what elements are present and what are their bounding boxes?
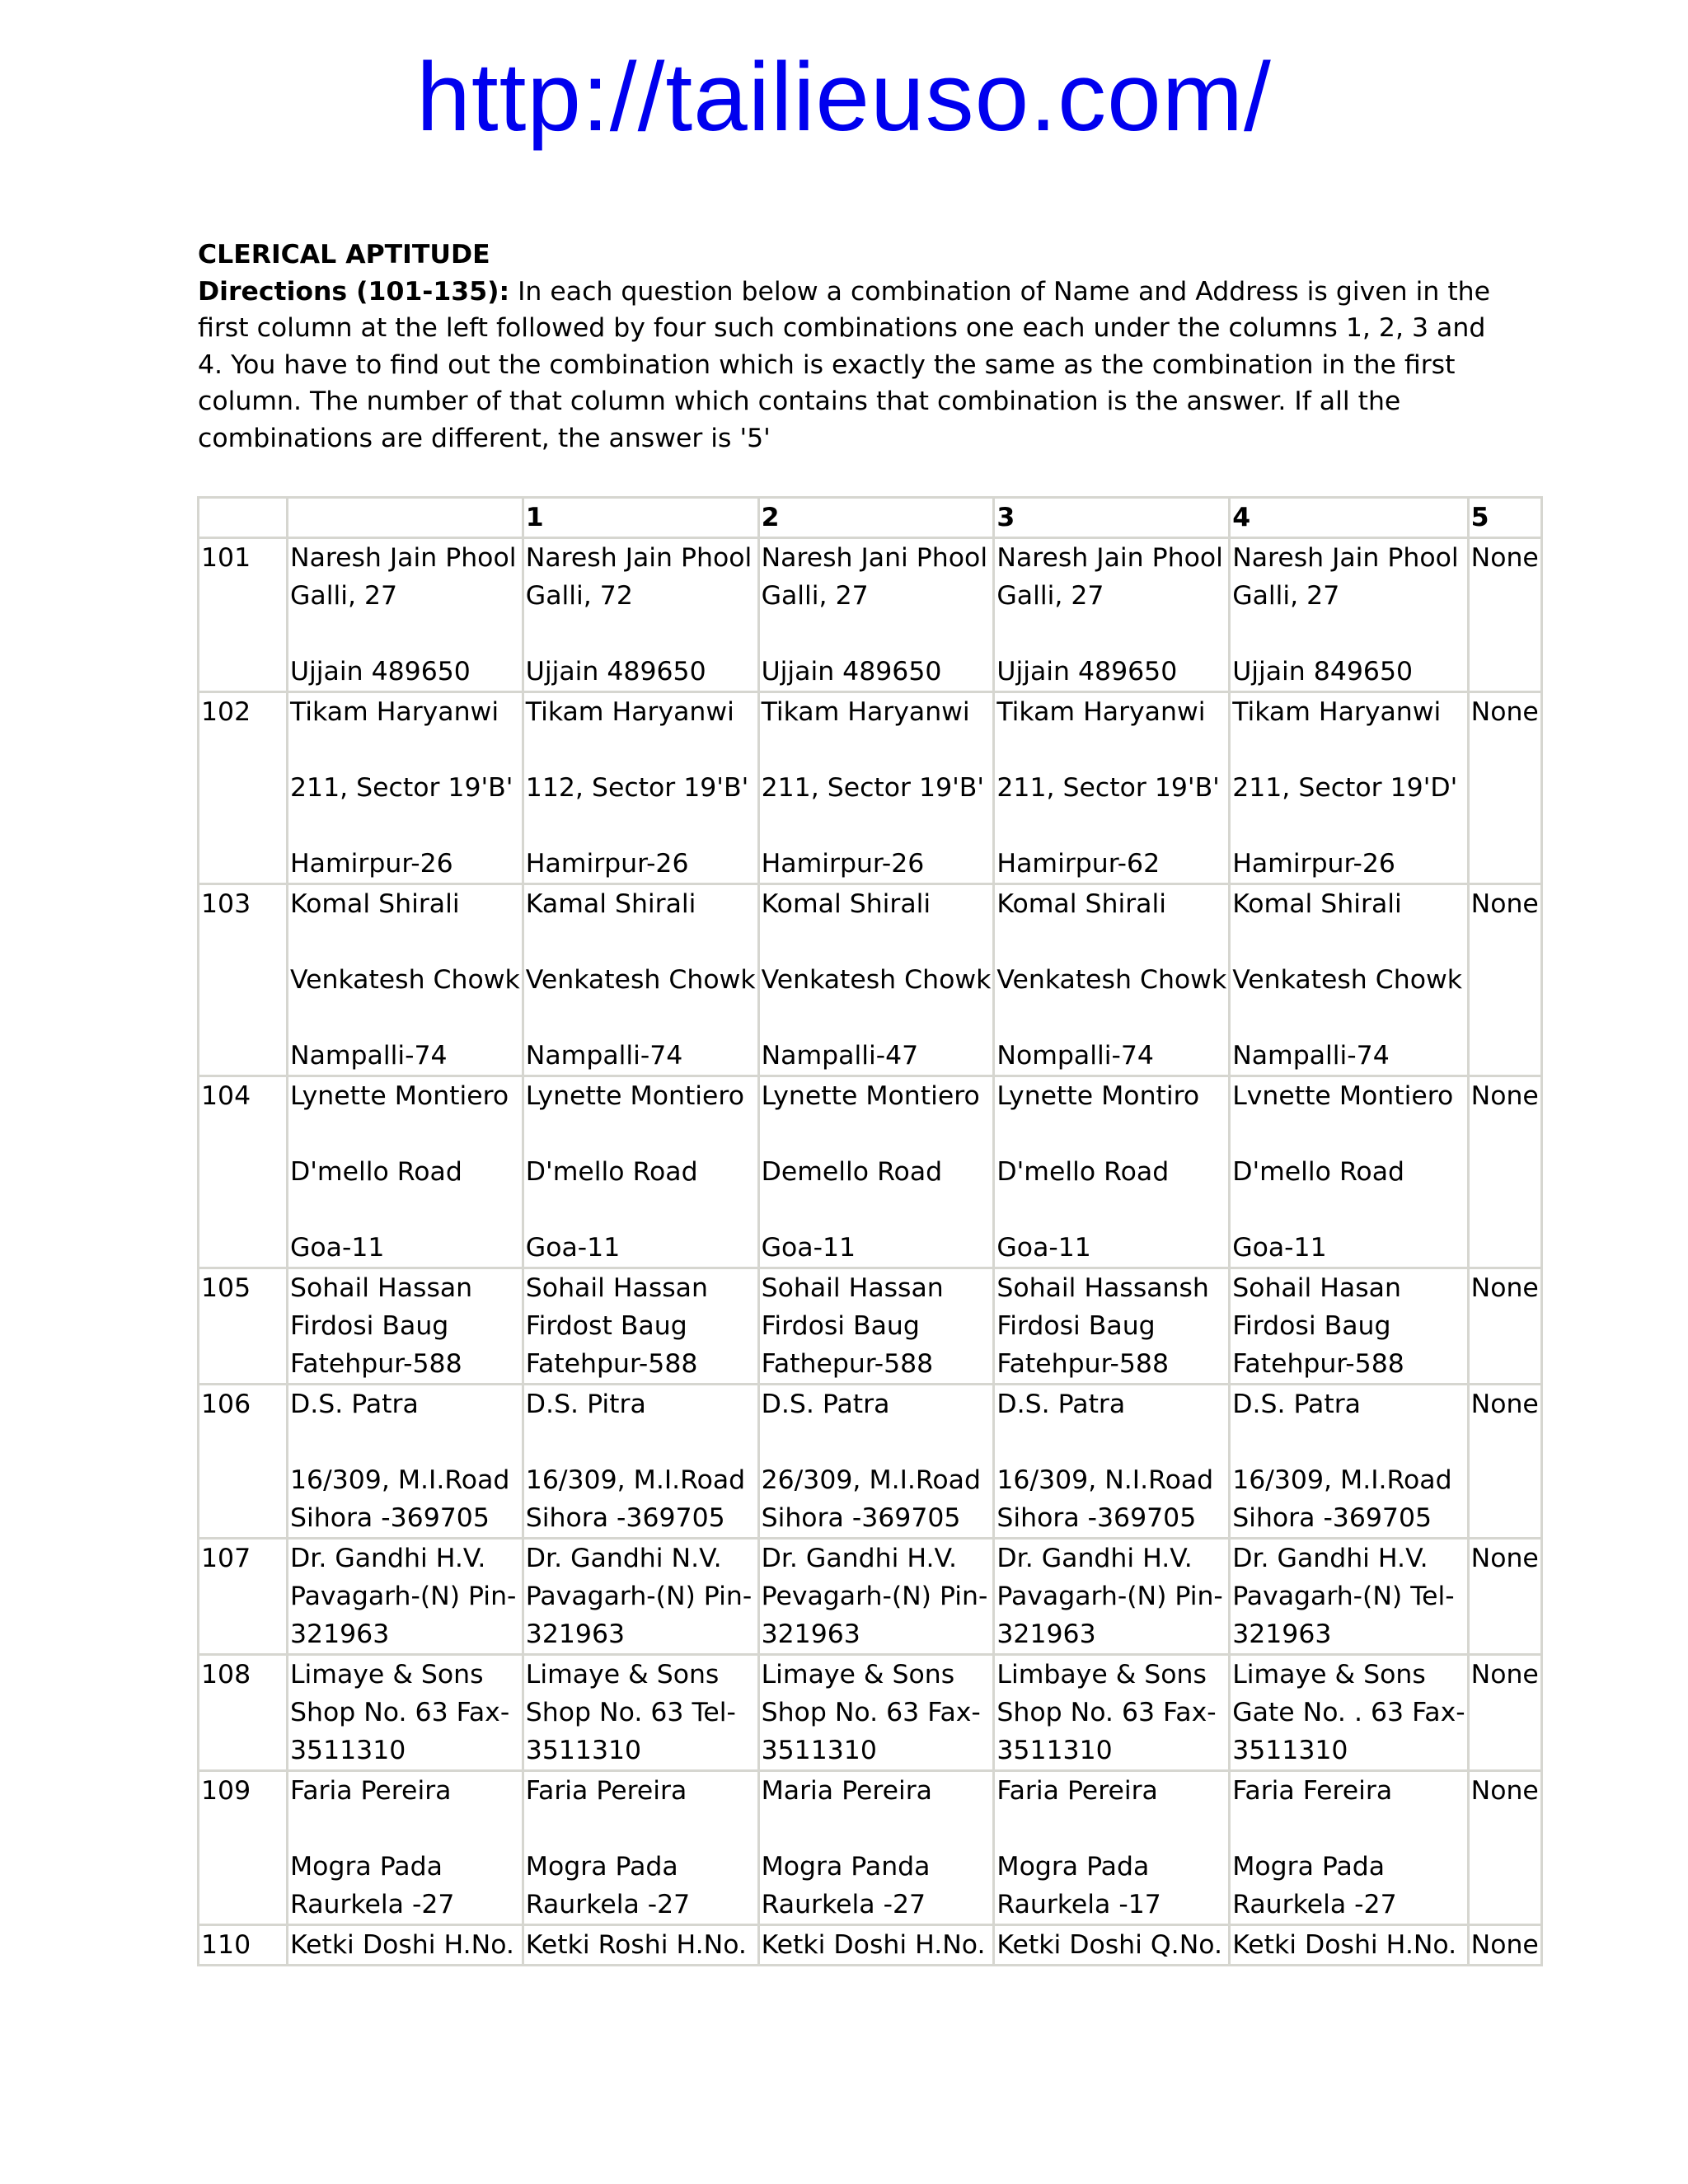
address-line: Naresh Jani Phool	[761, 543, 988, 573]
address-line: Pavagarh-(N) Pin-	[525, 1582, 753, 1611]
address-line: Limaye & Sons	[761, 1660, 955, 1690]
address-line: Sihora -369705	[761, 1503, 961, 1533]
address-line	[1232, 1115, 1465, 1153]
address-line	[996, 1423, 1226, 1461]
table-row	[199, 1076, 1542, 1268]
address-line	[290, 1423, 520, 1461]
address-line: 211, Sector 19'B'	[290, 773, 513, 803]
address-line: Mogra Pada	[996, 1852, 1150, 1882]
address-line: Dr. Gandhi H.V.	[761, 1544, 957, 1573]
address-line: Hamirpur-26	[290, 849, 453, 879]
address-line	[1232, 923, 1465, 961]
address-line: Nampalli-74	[1232, 1041, 1390, 1071]
option-5-cell: None	[1468, 1385, 1541, 1539]
address-line: Lynette Montiro	[996, 1081, 1200, 1111]
address-line	[996, 1810, 1226, 1848]
question-number: 107	[199, 1539, 288, 1655]
given-combination-cell	[288, 1268, 523, 1385]
address-line: Komal Shirali	[761, 889, 931, 919]
questions-table	[197, 496, 1543, 1966]
address-line	[290, 1810, 520, 1848]
address-line: 321963	[1232, 1619, 1332, 1649]
address-line: Galli, 27	[290, 581, 398, 611]
address-line: Limaye & Sons	[525, 1660, 720, 1690]
address-line	[290, 807, 520, 845]
address-line: Komal Shirali	[996, 889, 1166, 919]
address-line: Maria Pereira	[761, 1776, 932, 1806]
address-line: D'mello Road	[1232, 1157, 1404, 1187]
option-2-cell	[758, 1925, 994, 1966]
address-line: Sihora -369705	[290, 1503, 490, 1533]
address-line	[1232, 615, 1465, 653]
header-cell-option-5: 5	[1468, 498, 1541, 538]
questions-table-body	[199, 498, 1542, 1966]
address-line: D.S. Patra	[761, 1390, 890, 1419]
question-number: 110	[199, 1925, 288, 1966]
option-3-cell	[994, 1771, 1230, 1925]
address-line: Fatehpur-588	[996, 1349, 1170, 1379]
option-1-cell	[523, 1539, 758, 1655]
address-line	[526, 807, 756, 845]
option-1-cell	[523, 1076, 758, 1268]
option-3-cell	[994, 1655, 1230, 1771]
address-line: 112, Sector 19'B'	[525, 773, 749, 803]
address-line	[996, 731, 1226, 769]
given-combination-cell	[288, 1076, 523, 1268]
header-cell-option-1: 1	[523, 498, 758, 538]
address-line: Ujjain 849650	[1232, 657, 1414, 687]
address-line: Ujjain 489650	[761, 657, 942, 687]
address-line	[762, 731, 992, 769]
address-line: Shop No. 63 Fax-	[996, 1698, 1217, 1727]
address-line: Lvnette Montiero	[1232, 1081, 1454, 1111]
address-line: Tikam Haryanwi	[1232, 697, 1442, 727]
address-line: Nompalli-74	[996, 1041, 1154, 1071]
option-3-cell	[994, 538, 1230, 692]
address-line	[996, 807, 1226, 845]
address-line: 211, Sector 19'B'	[761, 773, 985, 803]
address-line	[996, 923, 1226, 961]
address-line: Pevagarh-(N) Pin-	[761, 1582, 988, 1611]
address-line: Pavagarh-(N) Pin-	[996, 1582, 1223, 1611]
option-1-cell	[523, 884, 758, 1076]
address-line: 16/309, M.I.Road	[525, 1465, 746, 1495]
address-line: Fatehpur-588	[525, 1349, 698, 1379]
address-line: Venkatesh Chowk	[1232, 965, 1462, 995]
address-line: Raurkela -27	[761, 1890, 926, 1919]
address-line: Galli, 27	[996, 581, 1104, 611]
address-line	[526, 1115, 756, 1153]
header-cell-option-2: 2	[758, 498, 994, 538]
address-line: Venkatesh Chowk	[290, 965, 520, 995]
address-line: Goa-11	[996, 1233, 1091, 1263]
option-5-cell: None	[1468, 1655, 1541, 1771]
option-5-cell: None	[1468, 1925, 1541, 1966]
address-line: Galli, 27	[761, 581, 869, 611]
address-line: Lynette Montiero	[290, 1081, 509, 1111]
question-number: 106	[199, 1385, 288, 1539]
address-line	[290, 615, 520, 653]
address-line: Tikam Haryanwi	[761, 697, 970, 727]
address-line: Mogra Panda	[761, 1852, 931, 1882]
option-2-cell	[758, 1539, 994, 1655]
address-line: D.S. Patra	[290, 1390, 419, 1419]
address-line: Dr. Gandhi H.V.	[996, 1544, 1193, 1573]
address-line	[290, 731, 520, 769]
address-line: Ketki Roshi H.No.	[525, 1930, 747, 1960]
address-line: D'mello Road	[290, 1157, 462, 1187]
address-line: Ketki Doshi H.No.	[761, 1930, 986, 1960]
address-line: Dr. Gandhi N.V.	[525, 1544, 722, 1573]
option-4-cell	[1230, 1771, 1468, 1925]
address-line: Tikam Haryanwi	[525, 697, 734, 727]
address-line: D'mello Road	[525, 1157, 698, 1187]
option-2-cell	[758, 538, 994, 692]
address-line	[526, 999, 756, 1037]
header-cell-option-4: 4	[1230, 498, 1468, 538]
table-row	[199, 1539, 1542, 1655]
address-line: Goa-11	[761, 1233, 856, 1263]
option-2-cell	[758, 1385, 994, 1539]
given-combination-cell	[288, 884, 523, 1076]
table-row	[199, 884, 1542, 1076]
address-line: Sohail Hassansh	[996, 1273, 1209, 1303]
option-4-cell	[1230, 884, 1468, 1076]
address-line: Ketki Doshi Q.No.	[996, 1930, 1222, 1960]
address-line: Sohail Hassan	[761, 1273, 944, 1303]
option-1-cell	[523, 1925, 758, 1966]
option-4-cell	[1230, 1385, 1468, 1539]
address-line: Limbaye & Sons	[996, 1660, 1207, 1690]
address-line: Tikam Haryanwi	[996, 697, 1206, 727]
given-combination-cell	[288, 1655, 523, 1771]
address-line: Naresh Jain Phool	[996, 543, 1223, 573]
option-4-cell	[1230, 1539, 1468, 1655]
address-line: Ujjain 489650	[525, 657, 706, 687]
address-line	[1232, 1191, 1465, 1229]
address-line	[762, 923, 992, 961]
address-line: Firdosi Baug	[1232, 1311, 1391, 1341]
address-line: 16/309, M.I.Road	[290, 1465, 510, 1495]
address-line: 321963	[290, 1619, 390, 1649]
address-line: Ujjain 489650	[290, 657, 471, 687]
table-row	[199, 1925, 1542, 1966]
address-line: Pavagarh-(N) Tel-	[1232, 1582, 1455, 1611]
address-line	[526, 1423, 756, 1461]
address-line: Mogra Pada	[525, 1852, 678, 1882]
address-line: Nampalli-74	[525, 1041, 683, 1071]
address-line	[996, 999, 1226, 1037]
address-line	[1232, 731, 1465, 769]
address-line: Sohail Hassan	[290, 1273, 473, 1303]
address-line: Nampalli-47	[761, 1041, 919, 1071]
table-row	[199, 1771, 1542, 1925]
address-line: Venkatesh Chowk	[761, 965, 992, 995]
address-line	[1232, 999, 1465, 1037]
address-line: Sihora -369705	[525, 1503, 725, 1533]
address-line	[762, 1423, 992, 1461]
address-line: Limaye & Sons	[290, 1660, 484, 1690]
question-number: 104	[199, 1076, 288, 1268]
address-line: Fathepur-588	[761, 1349, 934, 1379]
question-number: 108	[199, 1655, 288, 1771]
address-line: Raurkela -27	[525, 1890, 691, 1919]
address-line: Sihora -369705	[996, 1503, 1197, 1533]
header-cell	[288, 498, 523, 538]
address-line	[762, 807, 992, 845]
option-3-cell	[994, 1925, 1230, 1966]
option-3-cell	[994, 1385, 1230, 1539]
option-3-cell	[994, 1539, 1230, 1655]
option-4-cell	[1230, 1655, 1468, 1771]
address-line	[526, 1810, 756, 1848]
address-line: Fatehpur-588	[1232, 1349, 1404, 1379]
option-1-cell	[523, 1655, 758, 1771]
header-cell-option-3: 3	[994, 498, 1230, 538]
address-line: Raurkela -17	[996, 1890, 1161, 1919]
option-1-cell	[523, 538, 758, 692]
address-line: Pavagarh-(N) Pin-	[290, 1582, 517, 1611]
address-line	[762, 999, 992, 1037]
address-line: 3511310	[996, 1736, 1113, 1765]
directions-block	[198, 237, 1500, 457]
address-line: Dr. Gandhi H.V.	[1232, 1544, 1428, 1573]
address-line: Hamirpur-26	[1232, 849, 1395, 879]
address-line: Naresh Jain Phool	[1232, 543, 1459, 573]
question-number: 105	[199, 1268, 288, 1385]
address-line: Shop No. 63 Fax-	[290, 1698, 510, 1727]
address-line: 3511310	[1232, 1736, 1348, 1765]
address-line: 3511310	[761, 1736, 877, 1765]
directions-label: Directions (101-135):	[198, 276, 510, 307]
question-number: 103	[199, 884, 288, 1076]
question-number: 109	[199, 1771, 288, 1925]
address-line	[762, 615, 992, 653]
address-line	[290, 1115, 520, 1153]
address-line: Lynette Montiero	[525, 1081, 744, 1111]
option-5-cell: None	[1468, 692, 1541, 884]
option-2-cell	[758, 1076, 994, 1268]
address-line: Sohail Hasan	[1232, 1273, 1401, 1303]
address-line: D'mello Road	[996, 1157, 1170, 1187]
address-line: Ketki Doshi H.No.	[290, 1930, 514, 1960]
header-cell	[199, 498, 288, 538]
option-3-cell	[994, 692, 1230, 884]
option-1-cell	[523, 692, 758, 884]
option-2-cell	[758, 1268, 994, 1385]
address-line	[290, 923, 520, 961]
address-line: 321963	[525, 1619, 626, 1649]
address-line: Firdosi Baug	[996, 1311, 1156, 1341]
address-line: Komal Shirali	[1232, 889, 1402, 919]
address-line: 26/309, M.I.Road	[761, 1465, 981, 1495]
directions-text: In each question below a combination of Name and Address is given in the first column at the left followed by four such combinations one each under the columns 1, 2, 3 and 4. You have to find out the combination which is exactly the same as the combination in the first column. The number of that column which contains that combination is the answer. If all the combinations are different, the answer is '5'	[198, 276, 1491, 453]
option-4-cell	[1230, 1268, 1468, 1385]
address-line: 321963	[996, 1619, 1096, 1649]
option-4-cell	[1230, 1076, 1468, 1268]
address-line: Firdosi Baug	[290, 1311, 449, 1341]
option-4-cell	[1230, 538, 1468, 692]
address-line: 211, Sector 19'D'	[1232, 773, 1458, 803]
address-line: Hamirpur-26	[525, 849, 689, 879]
option-2-cell	[758, 1655, 994, 1771]
address-line: 16/309, M.I.Road	[1232, 1465, 1452, 1495]
given-combination-cell	[288, 692, 523, 884]
address-line: Ketki Doshi H.No.	[1232, 1930, 1457, 1960]
address-line: 16/309, N.I.Road	[996, 1465, 1214, 1495]
question-number: 101	[199, 538, 288, 692]
address-line: D.S. Patra	[996, 1390, 1126, 1419]
address-line: Komal Shirali	[290, 889, 460, 919]
table-row	[199, 1655, 1542, 1771]
option-1-cell	[523, 1268, 758, 1385]
table-header-row	[199, 498, 1542, 538]
table-row	[199, 692, 1542, 884]
given-combination-cell	[288, 1539, 523, 1655]
address-line: D.S. Pitra	[525, 1390, 646, 1419]
address-line: Sihora -369705	[1232, 1503, 1432, 1533]
option-1-cell	[523, 1771, 758, 1925]
address-line: Faria Pereira	[525, 1776, 687, 1806]
address-line: Goa-11	[525, 1233, 621, 1263]
address-line: Tikam Haryanwi	[290, 697, 499, 727]
address-line: Galli, 27	[1232, 581, 1340, 611]
option-3-cell	[994, 1076, 1230, 1268]
address-line: 3511310	[290, 1736, 406, 1765]
option-5-cell: None	[1468, 1771, 1541, 1925]
option-5-cell: None	[1468, 1268, 1541, 1385]
address-line: Mogra Pada	[290, 1852, 443, 1882]
site-url-header: http://tailieuso.com/	[416, 43, 1272, 152]
address-line: Faria Pereira	[290, 1776, 452, 1806]
address-line: Kamal Shirali	[525, 889, 696, 919]
address-line: Faria Fereira	[1232, 1776, 1393, 1806]
address-line: Nampalli-74	[290, 1041, 448, 1071]
option-5-cell: None	[1468, 1539, 1541, 1655]
table-row	[199, 1385, 1542, 1539]
address-line: 3511310	[525, 1736, 642, 1765]
option-2-cell	[758, 692, 994, 884]
address-line: Mogra Pada	[1232, 1852, 1386, 1882]
address-line	[762, 1115, 992, 1153]
address-line: 321963	[761, 1619, 860, 1649]
address-line	[526, 923, 756, 961]
address-line	[526, 615, 756, 653]
given-combination-cell	[288, 538, 523, 692]
address-line: Hamirpur-62	[996, 849, 1160, 879]
address-line	[996, 615, 1226, 653]
address-line: Naresh Jain Phool	[525, 543, 753, 573]
option-3-cell	[994, 884, 1230, 1076]
address-line	[1232, 807, 1465, 845]
address-line: Raurkela -27	[1232, 1890, 1397, 1919]
given-combination-cell	[288, 1385, 523, 1539]
option-5-cell: None	[1468, 1076, 1541, 1268]
address-line: Galli, 72	[525, 581, 633, 611]
address-line	[762, 1810, 992, 1848]
address-line: Limaye & Sons	[1232, 1660, 1426, 1690]
address-line	[996, 1115, 1226, 1153]
option-5-cell: None	[1468, 538, 1541, 692]
address-line	[996, 1191, 1226, 1229]
option-5-cell: None	[1468, 884, 1541, 1076]
address-line: Venkatesh Chowk	[525, 965, 756, 995]
address-line: Ujjain 489650	[996, 657, 1178, 687]
option-2-cell	[758, 884, 994, 1076]
address-line: Shop No. 63 Tel-	[525, 1698, 736, 1727]
address-line: Goa-11	[1232, 1233, 1327, 1263]
address-line: D.S. Patra	[1232, 1390, 1361, 1419]
address-line: Faria Pereira	[996, 1776, 1158, 1806]
question-number: 102	[199, 692, 288, 884]
address-line	[1232, 1810, 1465, 1848]
address-line: 211, Sector 19'B'	[996, 773, 1220, 803]
option-1-cell	[523, 1385, 758, 1539]
address-line: Sohail Hassan	[525, 1273, 708, 1303]
address-line	[1232, 1423, 1465, 1461]
address-line: Gate No. . 63 Fax-	[1232, 1698, 1465, 1727]
table-row	[199, 538, 1542, 692]
address-line: Firdost Baug	[525, 1311, 687, 1341]
address-line: Hamirpur-26	[761, 849, 925, 879]
given-combination-cell	[288, 1771, 523, 1925]
address-line: Goa-11	[290, 1233, 385, 1263]
address-line	[526, 1191, 756, 1229]
address-line: Demello Road	[761, 1157, 943, 1187]
address-line: Shop No. 63 Fax-	[761, 1698, 981, 1727]
address-line	[290, 999, 520, 1037]
directions-paragraph	[198, 274, 1500, 457]
address-line: Fatehpur-588	[290, 1349, 462, 1379]
address-line: Naresh Jain Phool	[290, 543, 517, 573]
address-line: Dr. Gandhi H.V.	[290, 1544, 486, 1573]
address-line: Firdosi Baug	[761, 1311, 920, 1341]
option-4-cell	[1230, 1925, 1468, 1966]
address-line	[526, 731, 756, 769]
given-combination-cell	[288, 1925, 523, 1966]
address-line: Raurkela -27	[290, 1890, 455, 1919]
address-line	[290, 1191, 520, 1229]
option-3-cell	[994, 1268, 1230, 1385]
section-heading: CLERICAL APTITUDE	[198, 240, 490, 269]
address-line	[762, 1191, 992, 1229]
address-line: Lynette Montiero	[761, 1081, 980, 1111]
address-line: Venkatesh Chowk	[996, 965, 1227, 995]
option-2-cell	[758, 1771, 994, 1925]
table-row	[199, 1268, 1542, 1385]
option-4-cell	[1230, 692, 1468, 884]
